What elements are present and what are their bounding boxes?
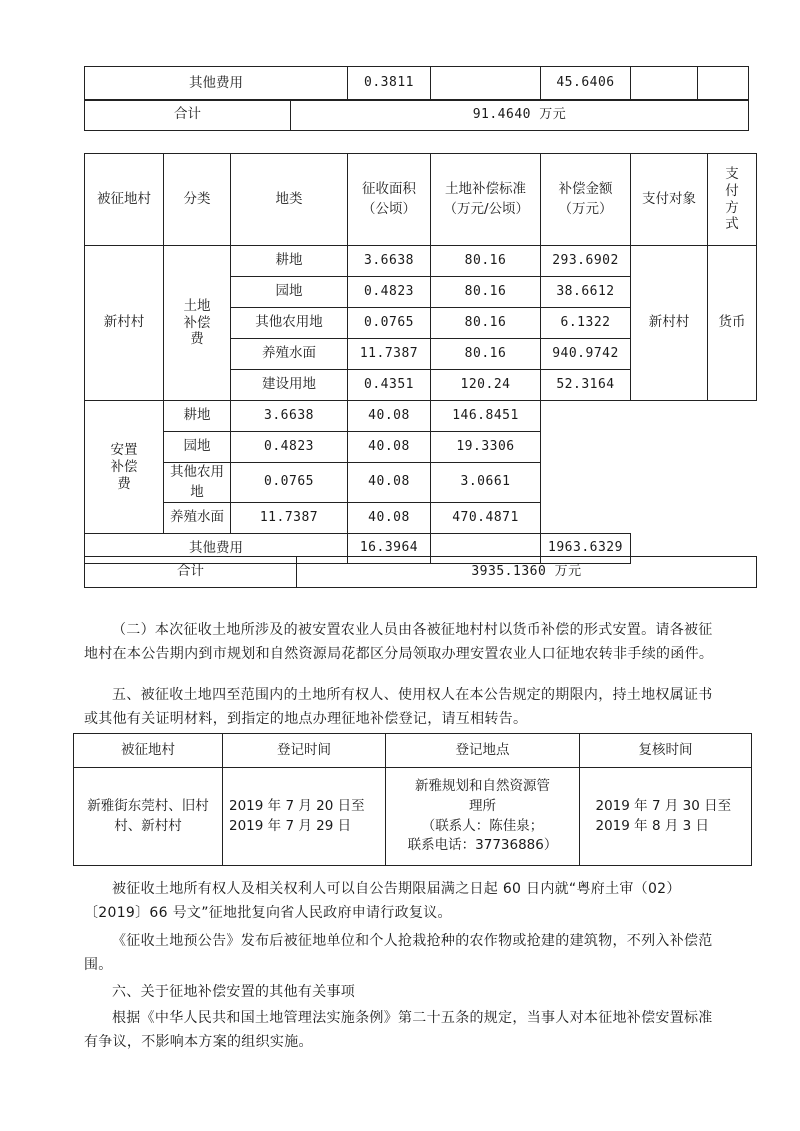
standard-value: 120.24 [431, 370, 541, 401]
standard-value: 80.16 [431, 339, 541, 370]
main-other-fee-area: 16.3964 [348, 534, 431, 564]
standard-value: 40.08 [348, 503, 431, 534]
top-other-fee-area: 0.3811 [348, 67, 431, 101]
payee: 新村村 [631, 246, 708, 401]
area-value: 0.4823 [348, 277, 431, 308]
standard-value: 40.08 [348, 432, 431, 463]
top-fee-table [84, 66, 749, 101]
standard-value: 80.16 [431, 277, 541, 308]
area-value: 11.7387 [348, 339, 431, 370]
reg-village: 新雅街东莞村、旧村村、新村村 [74, 768, 223, 866]
paragraph-appeal: 被征收土地所有权人及相关权利人可以自公告期限届满之日起 60 日内就“粤府土审（02）〔2019〕66 号文”征地批复向省人民政府申请行政复议。 [84, 881, 681, 921]
table-row [85, 463, 757, 503]
table-row [85, 432, 757, 463]
amount-value: 940.9742 [541, 339, 631, 370]
area-value: 0.0765 [348, 308, 431, 339]
category-resettlement: 安置补偿费 [85, 401, 164, 534]
main-total-value: 3935.1360 万元 [297, 557, 757, 588]
top-total-table [84, 99, 749, 131]
amount-value: 293.6902 [541, 246, 631, 277]
paragraph-regulation: 根据《中华人民共和国土地管理法实施条例》第二十五条的规定，当事人对本征地补偿安置标准有争议，不影响本方案的组织实施。 [84, 1010, 713, 1050]
standard-value: 80.16 [431, 308, 541, 339]
area-value: 11.7387 [231, 503, 348, 534]
reg-header-time: 登记时间 [223, 734, 386, 768]
area-value: 3.6638 [231, 401, 348, 432]
reg-place: 新雅规划和自然资源管理所 （联系人：陈佳泉； 联系电话：37736886） [386, 768, 580, 866]
land-type: 园地 [164, 432, 231, 463]
area-value: 0.0765 [231, 463, 348, 503]
main-total-table [84, 556, 757, 588]
top-other-fee-amount: 45.6406 [541, 67, 631, 101]
header-village: 被征地村 [85, 154, 164, 246]
paragraph-resettlement: （二）本次征收土地所涉及的被安置农业人员由各被征地村村以货币补偿的形式安置。请各被征地村在本公告期内到市规划和自然资源局花都区分局领取办理安置农业人口征地农转非手续的函件。 [84, 622, 714, 662]
header-amount: 补偿金额（万元） [541, 154, 631, 246]
amount-value: 38.6612 [541, 277, 631, 308]
reg-time: 2019 年 7 月 20 日至 2019 年 7 月 29 日 [223, 768, 386, 866]
main-other-fee-amount: 1963.6329 [541, 534, 631, 564]
amount-value: 52.3164 [541, 370, 631, 401]
land-type: 耕地 [231, 246, 348, 277]
category-land-compensation: 土地补偿费 [164, 246, 231, 401]
area-value: 0.4351 [348, 370, 431, 401]
table-row [85, 401, 757, 432]
header-category: 分类 [164, 154, 231, 246]
reg-review: 2019 年 7 月 30 日至 2019 年 8 月 3 日 [580, 768, 752, 866]
main-other-fee-label: 其他费用 [85, 534, 348, 564]
reg-header-village: 被征地村 [74, 734, 223, 768]
standard-value: 80.16 [431, 246, 541, 277]
header-standard: 土地补偿标准（万元/公顷） [431, 154, 541, 246]
header-pay-method: 支付方式 [708, 154, 757, 246]
top-other-fee-label: 其他费用 [85, 67, 348, 101]
header-land-type: 地类 [231, 154, 348, 246]
paragraph-registration: 五、被征收土地四至范围内的土地所有权人、使用权人在本公告规定的期限内，持土地权属证书或其他有关证明材料，到指定的地点办理征地补偿登记，请互相转告。 [84, 687, 713, 727]
land-type: 园地 [231, 277, 348, 308]
pay-method: 货币 [708, 246, 757, 401]
registration-table [73, 733, 752, 866]
amount-value: 3.0661 [431, 463, 541, 503]
table-row [85, 246, 757, 277]
amount-value: 470.4871 [431, 503, 541, 534]
land-type: 其他农用地 [231, 308, 348, 339]
paragraph-exclusion: 《征收土地预公告》发布后被征地单位和个人抢栽抢种的农作物或抢建的建筑物，不列入补偿范围。 [84, 933, 713, 973]
reg-header-place: 登记地点 [386, 734, 580, 768]
section-six-heading: 六、关于征地补偿安置的其他有关事项 [112, 984, 356, 1000]
amount-value: 19.3306 [431, 432, 541, 463]
standard-value: 40.08 [348, 463, 431, 503]
header-payee: 支付对象 [631, 154, 708, 246]
area-value: 3.6638 [348, 246, 431, 277]
land-type: 建设用地 [231, 370, 348, 401]
amount-value: 146.8451 [431, 401, 541, 432]
top-total-value: 91.4640 万元 [291, 100, 749, 131]
land-type: 耕地 [164, 401, 231, 432]
header-area: 征收面积（公顷） [348, 154, 431, 246]
reg-header-review: 复核时间 [580, 734, 752, 768]
amount-value: 6.1322 [541, 308, 631, 339]
top-total-label: 合计 [85, 100, 291, 131]
land-type: 其他农用地 [164, 463, 231, 503]
main-total-label: 合计 [85, 557, 297, 588]
compensation-table [84, 153, 757, 564]
village-name: 新村村 [85, 246, 164, 401]
table-row [85, 503, 757, 534]
land-type: 养殖水面 [231, 339, 348, 370]
standard-value: 40.08 [348, 401, 431, 432]
land-type: 养殖水面 [164, 503, 231, 534]
area-value: 0.4823 [231, 432, 348, 463]
